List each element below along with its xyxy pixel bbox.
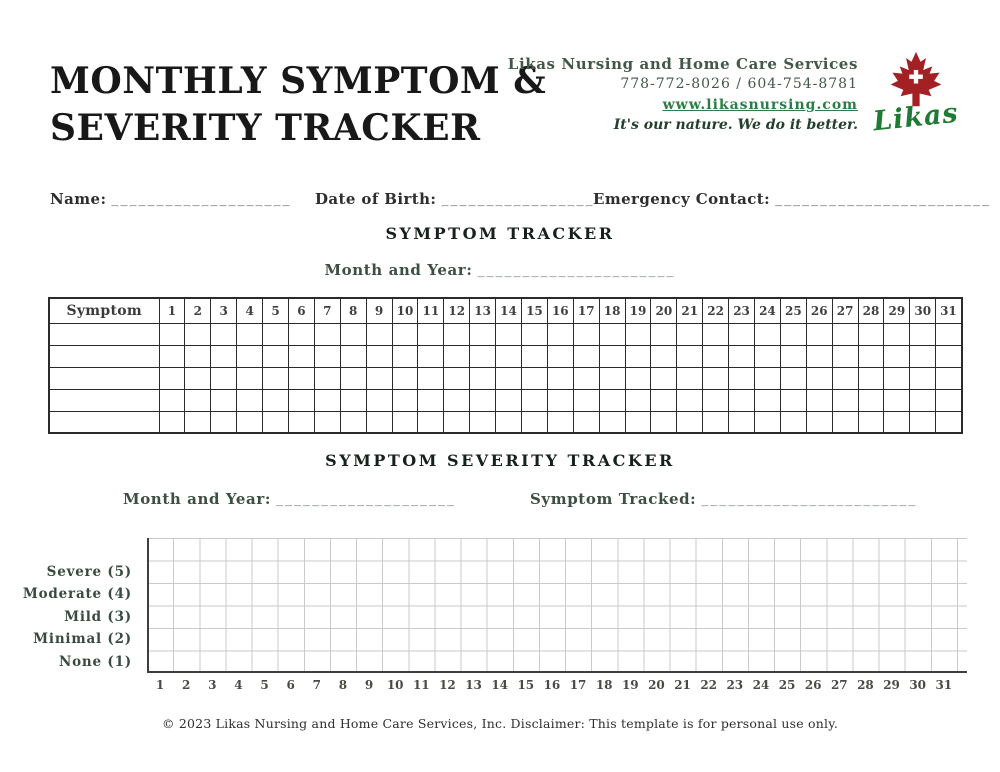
day-entry-cell bbox=[340, 367, 366, 389]
day-entry-cell bbox=[729, 389, 755, 411]
day-header-cell: 25 bbox=[780, 298, 806, 323]
day-entry-cell bbox=[263, 323, 289, 345]
day-entry-cell bbox=[366, 389, 392, 411]
x-axis-label: 16 bbox=[543, 678, 561, 692]
day-entry-cell bbox=[288, 345, 314, 367]
day-header-cell: 20 bbox=[651, 298, 677, 323]
logo-script-text: Likas bbox=[871, 97, 961, 138]
day-header-cell: 26 bbox=[806, 298, 832, 323]
day-entry-cell bbox=[677, 389, 703, 411]
day-entry-cell bbox=[263, 389, 289, 411]
x-axis-label: 11 bbox=[412, 678, 430, 692]
day-entry-cell bbox=[832, 389, 858, 411]
day-entry-cell bbox=[625, 367, 651, 389]
day-entry-cell bbox=[677, 323, 703, 345]
day-entry-cell bbox=[288, 323, 314, 345]
day-entry-cell bbox=[314, 367, 340, 389]
day-entry-cell bbox=[884, 389, 910, 411]
day-header-cell: 3 bbox=[211, 298, 237, 323]
day-entry-cell bbox=[832, 367, 858, 389]
dob-field bbox=[315, 189, 594, 208]
symptom-tracked-blank-line: ________________________ bbox=[701, 491, 918, 507]
symptom-month-year-label: Month and Year: bbox=[324, 261, 473, 279]
day-entry-cell bbox=[729, 411, 755, 433]
day-entry-cell bbox=[444, 411, 470, 433]
day-entry-cell bbox=[547, 345, 573, 367]
day-entry-cell bbox=[159, 411, 185, 433]
day-entry-cell bbox=[599, 323, 625, 345]
day-entry-cell bbox=[806, 411, 832, 433]
x-axis-label: 27 bbox=[830, 678, 848, 692]
day-entry-cell bbox=[910, 389, 936, 411]
day-entry-cell bbox=[703, 345, 729, 367]
footer-copyright: © 2023 Likas Nursing and Home Care Services, Inc. Disclaimer: This template is for personal use only. bbox=[161, 716, 838, 731]
day-entry-cell bbox=[263, 411, 289, 433]
day-entry-cell bbox=[444, 323, 470, 345]
day-entry-cell bbox=[185, 389, 211, 411]
x-axis-label: 20 bbox=[648, 678, 665, 692]
day-header-cell: 28 bbox=[858, 298, 884, 323]
day-entry-cell bbox=[729, 323, 755, 345]
day-entry-cell bbox=[625, 411, 651, 433]
x-axis-label: 18 bbox=[595, 678, 613, 692]
day-entry-cell bbox=[185, 411, 211, 433]
day-header-cell: 16 bbox=[547, 298, 573, 323]
symptom-tracked-field bbox=[530, 489, 917, 508]
x-axis-label: 23 bbox=[726, 678, 744, 692]
x-axis-label: 2 bbox=[182, 678, 191, 692]
day-entry-cell bbox=[806, 345, 832, 367]
day-entry-cell bbox=[288, 411, 314, 433]
day-entry-cell bbox=[521, 345, 547, 367]
day-entry-cell bbox=[496, 323, 522, 345]
severity-month-year-label: Month and Year: bbox=[123, 490, 272, 508]
day-entry-cell bbox=[754, 411, 780, 433]
day-header-cell: 5 bbox=[263, 298, 289, 323]
day-entry-cell bbox=[858, 389, 884, 411]
day-header-cell: 7 bbox=[314, 298, 340, 323]
day-entry-cell bbox=[444, 345, 470, 367]
day-entry-cell bbox=[599, 411, 625, 433]
day-entry-cell bbox=[340, 323, 366, 345]
day-entry-cell bbox=[547, 367, 573, 389]
day-entry-cell bbox=[651, 411, 677, 433]
day-entry-cell bbox=[910, 411, 936, 433]
day-entry-cell bbox=[211, 345, 237, 367]
x-axis-label: 4 bbox=[234, 678, 243, 692]
severity-month-year-field bbox=[123, 489, 456, 508]
day-entry-cell bbox=[910, 323, 936, 345]
day-entry-cell bbox=[496, 345, 522, 367]
x-axis-label: 12 bbox=[439, 678, 456, 692]
day-entry-cell bbox=[470, 323, 496, 345]
day-entry-cell bbox=[832, 323, 858, 345]
day-entry-cell bbox=[677, 345, 703, 367]
symptom-month-year-field bbox=[0, 260, 1000, 279]
day-entry-cell bbox=[806, 367, 832, 389]
day-entry-cell bbox=[832, 345, 858, 367]
x-axis-label: 14 bbox=[491, 678, 509, 692]
day-entry-cell bbox=[780, 323, 806, 345]
day-entry-cell bbox=[754, 389, 780, 411]
day-entry-cell bbox=[806, 389, 832, 411]
day-entry-cell bbox=[651, 345, 677, 367]
day-entry-cell bbox=[418, 323, 444, 345]
day-entry-cell bbox=[625, 389, 651, 411]
day-entry-cell bbox=[314, 411, 340, 433]
day-header-cell: 8 bbox=[340, 298, 366, 323]
y-axis-label-mild: Mild (3) bbox=[64, 608, 132, 625]
day-entry-cell bbox=[858, 323, 884, 345]
day-entry-cell bbox=[651, 367, 677, 389]
table-row bbox=[49, 367, 962, 389]
day-entry-cell bbox=[573, 411, 599, 433]
day-entry-cell bbox=[573, 389, 599, 411]
table-row bbox=[49, 323, 962, 345]
company-tagline: It's our nature. We do it better. bbox=[613, 117, 858, 133]
day-entry-cell bbox=[237, 323, 263, 345]
day-entry-cell bbox=[858, 367, 884, 389]
x-axis-label: 9 bbox=[364, 678, 374, 692]
day-entry-cell bbox=[418, 367, 444, 389]
day-entry-cell bbox=[444, 389, 470, 411]
emergency-contact-blank-line: ________________________ bbox=[775, 191, 992, 207]
table-row bbox=[49, 345, 962, 367]
company-website-link[interactable]: www.likasnursing.com bbox=[662, 97, 858, 113]
day-entry-cell bbox=[340, 345, 366, 367]
day-entry-cell bbox=[625, 345, 651, 367]
day-entry-cell bbox=[754, 323, 780, 345]
day-header-cell: 12 bbox=[444, 298, 470, 323]
day-entry-cell bbox=[884, 411, 910, 433]
patient-fields-row bbox=[0, 189, 1000, 211]
day-header-cell: 11 bbox=[418, 298, 444, 323]
name-label: Name: bbox=[50, 190, 107, 208]
day-entry-cell bbox=[910, 345, 936, 367]
day-entry-cell bbox=[496, 389, 522, 411]
day-entry-cell bbox=[470, 367, 496, 389]
x-axis-label: 28 bbox=[857, 678, 874, 692]
day-header-cell: 4 bbox=[237, 298, 263, 323]
day-entry-cell bbox=[366, 345, 392, 367]
day-header-cell: 24 bbox=[754, 298, 780, 323]
symptom-entry-cell bbox=[49, 411, 159, 433]
severity-x-axis-labels bbox=[147, 678, 957, 692]
table-row bbox=[49, 389, 962, 411]
day-entry-cell bbox=[547, 323, 573, 345]
y-axis-label-severe: Severe (5) bbox=[46, 563, 132, 580]
day-entry-cell bbox=[651, 389, 677, 411]
day-entry-cell bbox=[754, 367, 780, 389]
x-axis-label: 1 bbox=[155, 678, 165, 692]
day-entry-cell bbox=[729, 345, 755, 367]
day-entry-cell bbox=[444, 367, 470, 389]
x-axis-label: 6 bbox=[286, 678, 295, 692]
day-entry-cell bbox=[185, 323, 211, 345]
day-entry-cell bbox=[470, 345, 496, 367]
day-header-cell: 6 bbox=[288, 298, 314, 323]
x-axis-label: 17 bbox=[569, 678, 587, 692]
day-entry-cell bbox=[884, 323, 910, 345]
day-entry-cell bbox=[936, 367, 962, 389]
day-entry-cell bbox=[237, 367, 263, 389]
symptom-entry-cell bbox=[49, 367, 159, 389]
day-entry-cell bbox=[392, 345, 418, 367]
company-info bbox=[508, 54, 858, 135]
x-axis-label: 21 bbox=[674, 678, 691, 692]
x-axis-label: 30 bbox=[909, 678, 927, 692]
x-axis-label: 19 bbox=[621, 678, 639, 692]
day-entry-cell bbox=[884, 345, 910, 367]
day-entry-cell bbox=[910, 367, 936, 389]
day-entry-cell bbox=[521, 411, 547, 433]
symptom-entry-cell bbox=[49, 345, 159, 367]
day-entry-cell bbox=[159, 389, 185, 411]
day-entry-cell bbox=[573, 345, 599, 367]
day-header-cell: 13 bbox=[470, 298, 496, 323]
day-entry-cell bbox=[159, 345, 185, 367]
day-header-cell: 10 bbox=[392, 298, 418, 323]
day-entry-cell bbox=[159, 323, 185, 345]
symptom-column-header: Symptom bbox=[49, 298, 159, 323]
x-axis-label: 22 bbox=[700, 678, 718, 692]
day-entry-cell bbox=[288, 389, 314, 411]
day-header-cell: 30 bbox=[910, 298, 936, 323]
day-entry-cell bbox=[237, 345, 263, 367]
company-phones: 778-772-8026 / 604-754-8781 bbox=[620, 76, 858, 92]
day-header-cell: 2 bbox=[185, 298, 211, 323]
day-entry-cell bbox=[703, 389, 729, 411]
day-entry-cell bbox=[884, 367, 910, 389]
day-entry-cell bbox=[340, 389, 366, 411]
company-name: Likas Nursing and Home Care Services bbox=[507, 55, 858, 73]
day-entry-cell bbox=[392, 389, 418, 411]
page-title-line2: SEVERITY TRACKER bbox=[50, 107, 481, 149]
day-entry-cell bbox=[185, 345, 211, 367]
day-entry-cell bbox=[754, 345, 780, 367]
day-entry-cell bbox=[832, 411, 858, 433]
symptom-table bbox=[48, 297, 963, 434]
day-entry-cell bbox=[703, 411, 729, 433]
day-entry-cell bbox=[573, 367, 599, 389]
page-title bbox=[50, 58, 546, 152]
x-axis-label: 7 bbox=[312, 678, 321, 692]
day-entry-cell bbox=[936, 345, 962, 367]
day-entry-cell bbox=[806, 323, 832, 345]
day-header-cell: 9 bbox=[366, 298, 392, 323]
day-entry-cell bbox=[211, 323, 237, 345]
day-entry-cell bbox=[496, 411, 522, 433]
dob-blank-line: _________________ bbox=[441, 191, 595, 207]
day-entry-cell bbox=[314, 345, 340, 367]
symptom-entry-cell bbox=[49, 389, 159, 411]
day-entry-cell bbox=[936, 389, 962, 411]
day-header-cell: 22 bbox=[703, 298, 729, 323]
day-entry-cell bbox=[470, 389, 496, 411]
symptom-month-year-blank-line: ______________________ bbox=[477, 262, 676, 278]
symptom-tracker-heading: SYMPTOM TRACKER bbox=[385, 224, 615, 243]
day-entry-cell bbox=[599, 367, 625, 389]
day-entry-cell bbox=[418, 345, 444, 367]
day-entry-cell bbox=[470, 411, 496, 433]
name-blank-line: ____________________ bbox=[111, 191, 292, 207]
company-header bbox=[507, 54, 962, 138]
x-axis-label: 29 bbox=[883, 678, 900, 692]
day-entry-cell bbox=[314, 389, 340, 411]
symptom-entry-cell bbox=[49, 323, 159, 345]
day-header-cell: 18 bbox=[599, 298, 625, 323]
symptom-table-wrap bbox=[48, 297, 963, 434]
day-entry-cell bbox=[211, 389, 237, 411]
day-entry-cell bbox=[263, 367, 289, 389]
day-header-cell: 29 bbox=[884, 298, 910, 323]
day-entry-cell bbox=[211, 411, 237, 433]
day-entry-cell bbox=[780, 345, 806, 367]
page-title-line1: MONTHLY SYMPTOM & bbox=[50, 60, 547, 102]
day-header-cell: 14 bbox=[496, 298, 522, 323]
day-entry-cell bbox=[729, 367, 755, 389]
x-axis-label: 10 bbox=[386, 678, 404, 692]
severity-grid-svg bbox=[147, 538, 969, 678]
day-entry-cell bbox=[703, 367, 729, 389]
severity-fields-row bbox=[0, 489, 1000, 511]
day-entry-cell bbox=[314, 323, 340, 345]
day-header-cell: 27 bbox=[832, 298, 858, 323]
day-entry-cell bbox=[780, 367, 806, 389]
day-entry-cell bbox=[159, 367, 185, 389]
day-entry-cell bbox=[703, 323, 729, 345]
day-entry-cell bbox=[780, 411, 806, 433]
dob-label: Date of Birth: bbox=[315, 190, 437, 208]
y-axis-label-none: None (1) bbox=[58, 653, 132, 670]
severity-tracker-heading: SYMPTOM SEVERITY TRACKER bbox=[325, 451, 675, 470]
day-entry-cell bbox=[625, 323, 651, 345]
day-entry-cell bbox=[496, 367, 522, 389]
day-header-cell: 21 bbox=[677, 298, 703, 323]
day-entry-cell bbox=[677, 367, 703, 389]
day-header-cell: 15 bbox=[521, 298, 547, 323]
x-axis-label: 13 bbox=[465, 678, 482, 692]
day-entry-cell bbox=[573, 323, 599, 345]
day-entry-cell bbox=[418, 411, 444, 433]
x-axis-label: 25 bbox=[778, 678, 796, 692]
day-entry-cell bbox=[599, 345, 625, 367]
x-axis-label: 24 bbox=[752, 678, 770, 692]
severity-month-year-blank-line: ____________________ bbox=[276, 491, 457, 507]
day-header-cell: 23 bbox=[729, 298, 755, 323]
day-entry-cell bbox=[651, 323, 677, 345]
x-axis-label: 15 bbox=[517, 678, 535, 692]
day-entry-cell bbox=[392, 323, 418, 345]
table-row bbox=[49, 411, 962, 433]
y-axis-label-moderate: Moderate (4) bbox=[22, 586, 132, 602]
day-header-cell: 1 bbox=[159, 298, 185, 323]
x-axis-label: 31 bbox=[935, 678, 953, 692]
day-header-cell: 19 bbox=[625, 298, 651, 323]
day-entry-cell bbox=[599, 389, 625, 411]
day-entry-cell bbox=[340, 411, 366, 433]
emergency-contact-label: Emergency Contact: bbox=[593, 190, 771, 208]
day-entry-cell bbox=[288, 367, 314, 389]
day-entry-cell bbox=[521, 389, 547, 411]
day-entry-cell bbox=[366, 323, 392, 345]
day-entry-cell bbox=[936, 323, 962, 345]
x-axis-label: 8 bbox=[338, 678, 348, 692]
day-entry-cell bbox=[858, 411, 884, 433]
day-header-cell: 31 bbox=[936, 298, 962, 323]
day-header-cell: 17 bbox=[573, 298, 599, 323]
emergency-contact-field bbox=[593, 189, 991, 208]
day-entry-cell bbox=[392, 367, 418, 389]
day-entry-cell bbox=[263, 345, 289, 367]
symptom-tracked-label: Symptom Tracked: bbox=[530, 490, 697, 508]
severity-grid bbox=[147, 538, 969, 682]
day-entry-cell bbox=[858, 345, 884, 367]
day-entry-cell bbox=[780, 389, 806, 411]
name-field bbox=[50, 189, 291, 208]
day-entry-cell bbox=[936, 411, 962, 433]
day-entry-cell bbox=[185, 367, 211, 389]
day-entry-cell bbox=[366, 411, 392, 433]
day-entry-cell bbox=[237, 411, 263, 433]
day-entry-cell bbox=[521, 323, 547, 345]
day-entry-cell bbox=[547, 389, 573, 411]
day-entry-cell bbox=[521, 367, 547, 389]
x-axis-label: 26 bbox=[804, 678, 822, 692]
day-entry-cell bbox=[211, 367, 237, 389]
day-entry-cell bbox=[237, 389, 263, 411]
x-axis-label: 5 bbox=[260, 678, 269, 692]
company-logo bbox=[870, 50, 962, 138]
y-axis-label-minimal: Minimal (2) bbox=[33, 631, 132, 647]
day-entry-cell bbox=[677, 411, 703, 433]
day-entry-cell bbox=[366, 367, 392, 389]
day-entry-cell bbox=[418, 389, 444, 411]
day-entry-cell bbox=[547, 411, 573, 433]
x-axis-label: 3 bbox=[208, 678, 217, 692]
day-entry-cell bbox=[392, 411, 418, 433]
